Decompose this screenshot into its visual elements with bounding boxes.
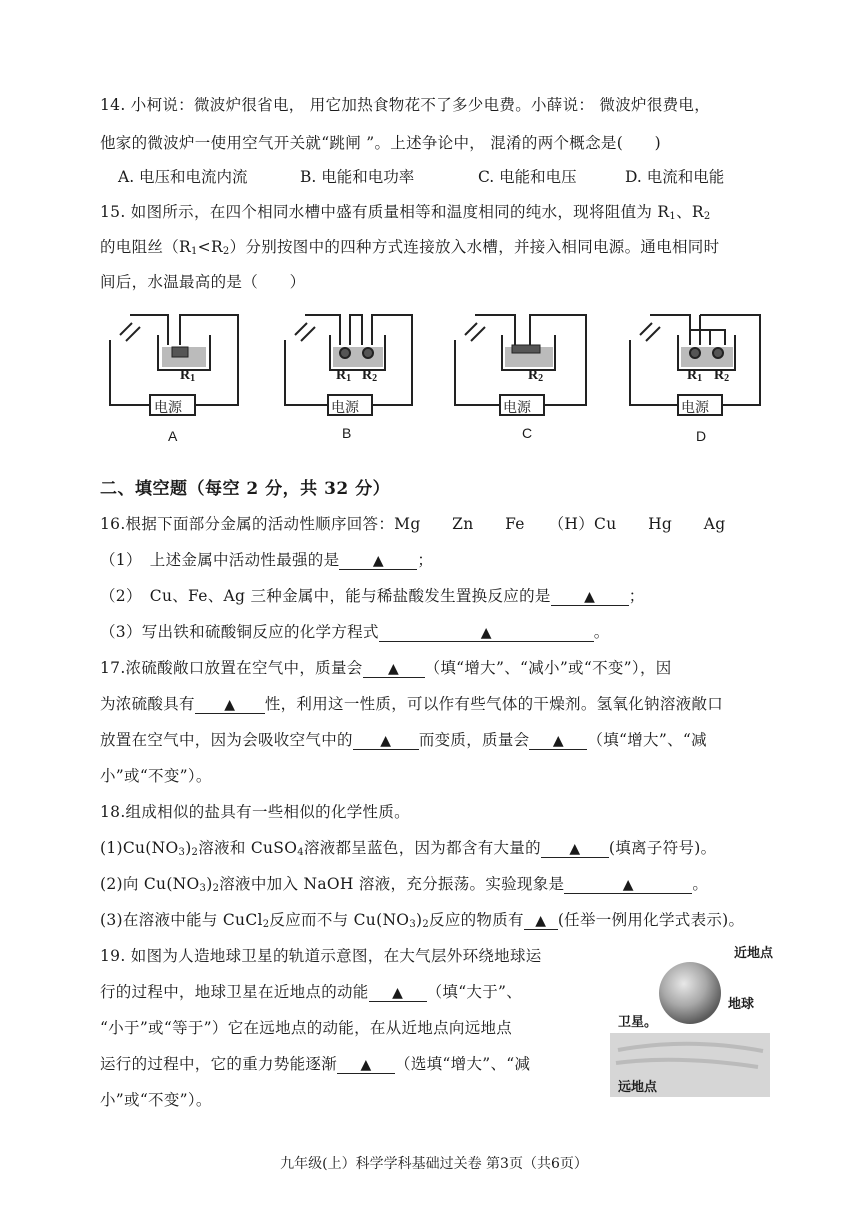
figure-c-resistor: $R_2$: [528, 368, 544, 384]
q14-option-c: C. 电能和电压: [478, 168, 577, 186]
q17-line2: 为浓硫酸具有 ▲ 性，利用这一性质，可以作有些气体的干燥剂。氢氧化钠溶液敞口: [100, 695, 724, 713]
figure-a-resistor: $R_1$: [180, 368, 196, 384]
circuit-figures: [100, 305, 780, 445]
page-footer: 九年级(上）科学学科基础过关卷 第3页（共6页）: [280, 1156, 588, 1172]
answer-blank[interactable]: ▲: [529, 733, 587, 750]
q16-part3: （3）写出铁和硫酸铜反应的化学方程式 ▲ 。: [100, 623, 610, 641]
figure-c-label: C: [522, 425, 533, 441]
q15-line1: 15. 如图所示，在四个相同水槽中盛有质量相等和温度相同的纯水，现将阻值为 $R_1$、$R_2$: [100, 203, 711, 222]
q19-line5: 小”或“不变”）。: [100, 1091, 212, 1109]
earth-icon: [659, 962, 721, 1024]
far-point-label: 远地点: [618, 1080, 658, 1095]
figure-d-resistor-1: $R_1$: [687, 368, 703, 384]
q19-line3: “小于”或“等于”）它在远地点的动能，在从近地点向远地点: [100, 1019, 513, 1037]
figure-b-power: 电源: [331, 399, 359, 415]
answer-blank[interactable]: ▲: [524, 913, 558, 930]
q18-stem: 18.组成相似的盐具有一些相似的化学性质。: [100, 803, 410, 821]
figure-a-power: 电源: [154, 399, 182, 415]
q17-line3: 放置在空气中，因为会吸收空气中的 ▲ 而变质，质量会 ▲ （填“增大”、“减: [100, 731, 707, 749]
q17-line1: 17.浓硫酸敞口放置在空气中，质量会 ▲ （填“增大”、“减小”或“不变”），因: [100, 659, 672, 677]
figure-b-label: B: [342, 425, 352, 441]
q18-part3: (3)在溶液中能与 CuCl$_2$反应而不与 $Cu(NO_3)_2$反应的物质有 ▲ (任举一例用化学式表示)。: [100, 911, 745, 930]
q19-line4: 运行的过程中，它的重力势能逐渐 ▲ （选填“增大”、“减: [100, 1055, 531, 1073]
q14-line2: 他家的微波炉一使用空气开关就“跳闸 ”。上述争论中， 混淆的两个概念是( ): [100, 134, 661, 152]
answer-blank[interactable]: ▲: [369, 985, 427, 1002]
answer-blank[interactable]: ▲: [379, 625, 594, 642]
answer-blank[interactable]: ▲: [337, 1057, 395, 1074]
satellite-label: 卫星。: [618, 1015, 658, 1030]
q14-line1: 14. 小柯说：微波炉很省电， 用它加热食物花不了多少电费。小薛说： 微波炉很费电，: [100, 96, 711, 114]
figure-b-resistor-2: $R_2$: [362, 368, 378, 384]
answer-blank[interactable]: ▲: [541, 841, 609, 858]
figure-a-label: A: [168, 428, 178, 444]
figure-b-resistor-1: $R_1$: [336, 368, 352, 384]
q15-line3: 间后，水温最高的是（ ）: [100, 273, 306, 291]
earth-label: 地球: [728, 997, 755, 1012]
q16-part2: （2） Cu、Fe、Ag 三种金属中，能与稀盐酸发生置换反应的是 ▲ ；: [100, 587, 645, 605]
q14-option-a: A. 电压和电流内流: [118, 168, 248, 186]
q14-option-b: B. 电能和电功率: [300, 168, 415, 186]
q15-line2: 的电阻丝$(R_1<R_2)$分别按图中的四种方式连接放入水槽，并接入相同电源。通电相同时: [100, 238, 720, 257]
q14-option-d: D. 电流和电能: [625, 168, 725, 186]
q18-part2: (2)向 $Cu(NO_3)_2$溶液中加入 NaOH 溶液，充分振荡。实验现象是 ▲ 。: [100, 875, 709, 894]
answer-blank[interactable]: ▲: [551, 589, 629, 606]
answer-blank[interactable]: ▲: [339, 553, 417, 570]
q18-part1: $(1)Cu(NO_3)_2$溶液和 CuSO$_4$溶液都呈蓝色，因为都含有大量的 ▲ (填离子符号)。: [100, 839, 717, 858]
figure-d-resistor-2: $R_2$: [714, 368, 730, 384]
q19-line1: 19. 如图为人造地球卫星的轨道示意图，在大气层外环绕地球运: [100, 947, 542, 965]
figure-d-label: D: [696, 428, 707, 444]
answer-blank[interactable]: ▲: [363, 661, 425, 678]
section-2-title: 二、填空题（每空 2 分，共 32 分）: [100, 479, 391, 499]
q16-part1: （1） 上述金属中活动性最强的是 ▲ ；: [100, 551, 434, 569]
figure-c-power: 电源: [503, 399, 531, 415]
figure-d-power: 电源: [681, 399, 709, 415]
q17-line4: 小”或“不变”）。: [100, 767, 212, 785]
answer-blank[interactable]: ▲: [564, 877, 692, 894]
near-point-label: 近地点: [734, 946, 774, 961]
q16-stem: 16.根据下面部分金属的活动性顺序回答：Mg Zn Fe （H）Cu Hg Ag: [100, 515, 726, 533]
answer-blank[interactable]: ▲: [195, 697, 265, 714]
answer-blank[interactable]: ▲: [353, 733, 419, 750]
q19-line2: 行的过程中，地球卫星在近地点的动能 ▲ （填“大于”、: [100, 983, 523, 1001]
